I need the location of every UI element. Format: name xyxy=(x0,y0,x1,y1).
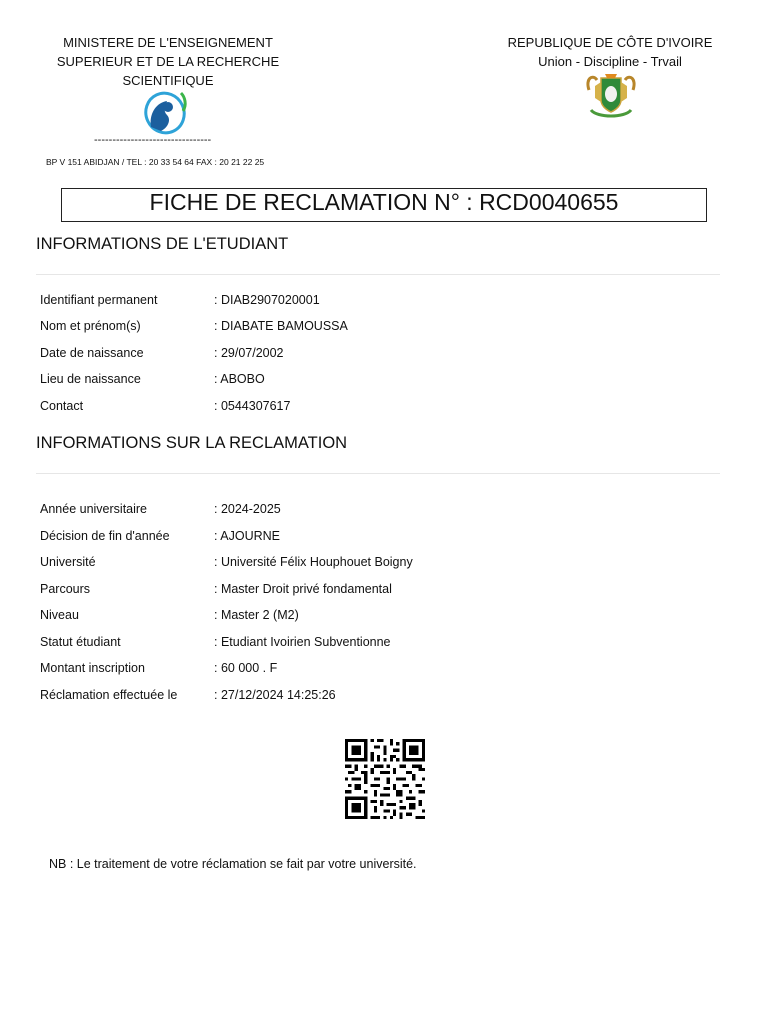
field-label: Année universitaire xyxy=(40,502,148,516)
field-value: : 29/07/2002 xyxy=(214,346,284,360)
field-label: Montant inscription xyxy=(40,661,145,675)
footer-note: NB : Le traitement de votre réclamation se fait par votre université. xyxy=(49,857,417,871)
field-value: : 0544307617 xyxy=(214,399,291,413)
field-value: : Master 2 (M2) xyxy=(214,608,299,622)
field-label: Lieu de naissance xyxy=(40,372,141,386)
field-value: : 27/12/2024 14:25:26 xyxy=(214,688,336,702)
field-value: : Université Félix Houphouet Boigny xyxy=(214,555,413,569)
field-value: : Etudiant Ivoirien Subventionne xyxy=(214,635,391,649)
field-label: Niveau xyxy=(40,608,79,622)
field-value: : AJOURNE xyxy=(214,529,280,543)
field-value: : Master Droit privé fondamental xyxy=(214,582,392,596)
ministry-name xyxy=(40,33,296,90)
field-label: Université xyxy=(40,555,96,569)
field-label: Réclamation effectuée le xyxy=(40,688,178,702)
republic-block xyxy=(490,33,730,71)
ministry-line: SUPERIEUR ET DE LA RECHERCHE xyxy=(56,54,280,69)
field-label: Parcours xyxy=(40,582,91,596)
claim-section-heading: INFORMATIONS SUR LA RECLAMATION xyxy=(36,434,348,452)
field-value: : DIAB2907020001 xyxy=(214,293,320,307)
section-divider xyxy=(36,473,720,474)
field-value: : 2024-2025 xyxy=(214,502,281,516)
field-value: : ABOBO xyxy=(214,372,265,386)
republic-name: REPUBLIQUE DE CÔTE D'IVOIRE xyxy=(507,35,713,50)
field-label: Identifiant permanent xyxy=(40,293,158,307)
field-label: Date de naissance xyxy=(40,346,144,360)
national-motto: Union - Discipline - Trvail xyxy=(538,54,682,69)
field-label: Contact xyxy=(40,399,84,413)
header-separator: -------------------------------- xyxy=(94,134,212,146)
field-value: : DIABATE BAMOUSSA xyxy=(214,319,348,333)
ministry-address: BP V 151 ABIDJAN / TEL : 20 33 54 64 FAX : 20 21 22 25 xyxy=(46,157,265,167)
coat-of-arms-icon xyxy=(583,70,639,122)
ministry-logo-icon xyxy=(141,87,191,137)
section-divider xyxy=(36,274,720,275)
ministry-line: SCIENTIFIQUE xyxy=(122,73,214,88)
field-label: Nom et prénom(s) xyxy=(40,319,141,333)
document-title: FICHE DE RECLAMATION N° : RCD0040655 xyxy=(61,188,707,222)
student-section-heading: INFORMATIONS DE L'ETUDIANT xyxy=(36,235,289,253)
qr-code-icon xyxy=(342,739,428,819)
field-label: Décision de fin d'année xyxy=(40,529,170,543)
ministry-line: MINISTERE DE L'ENSEIGNEMENT xyxy=(63,35,273,50)
field-label: Statut étudiant xyxy=(40,635,121,649)
field-value: : 60 000 . F xyxy=(214,661,278,675)
